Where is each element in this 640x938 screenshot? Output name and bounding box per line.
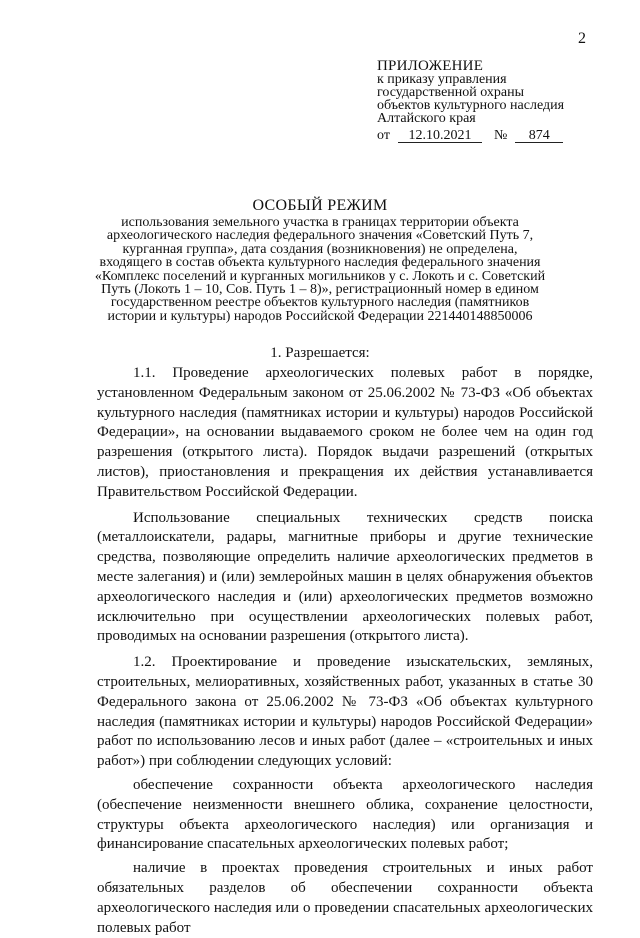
appendix-line: Алтайского края bbox=[377, 111, 476, 126]
paragraph: обеспечение сохранности объекта археологического наследия (обеспечение неизменности внешнего облика, сохранение целостности, структуры объекта археологического наследия) или организация и финансирование спасательных археологических полевых работ; bbox=[97, 776, 593, 853]
paragraph: Использование специальных технических средств поиска (металлоискатели, радары, магнитные приборы и другие технические средства, позволяющие определить наличие археологических предметов в месте залегания) и (или) землеройных машин в целях обнаружения объектов археологического наследия и (или) археологических предметов возможно исключительно при осуществлении археологических полевых работ, проводимых на основании разрешения (открытого листа). bbox=[97, 509, 593, 645]
paragraph: 1.1. Проведение археологических полевых работ в порядке, установленном Федеральным законом от 25.06.2002 № 73-ФЗ «Об объектах культурного наследия (памятниках истории и культуры) народов Российской Федерации», на основании выдаваемого сроком не более чем на один год разрешения (открытого листа). Порядок выдачи разрешений (открытых листов), приостановления и прекращения их действия устанавливается Правительством Российской Федерации. bbox=[97, 365, 593, 500]
order-date: 12.10.2021 bbox=[398, 129, 482, 143]
paragraph: 1.2. Проектирование и проведение изыскательских, земляных, строительных, мелиоративных, хозяйственных работ, указанных в статье 30 Федерального закона от 25.06.2002 № 73-ФЗ «Об объектах культурного наследия (памятниках истории и культуры) народов Российской Федерации» работ по использованию лесов и иных работ (далее – «строительных и иных работ») при соблюдении следующих условий: bbox=[97, 654, 593, 770]
appendix-line: к приказу управления bbox=[377, 72, 507, 87]
page-number: 2 bbox=[578, 30, 586, 47]
paragraph: наличие в проектах проведения строительных и иных работ обязательных разделов об обеспечении сохранности объекта археологического наследия или о проведении спасательных археологических полевых работ bbox=[97, 860, 593, 936]
appendix-heading: ПРИЛОЖЕНИЕ bbox=[377, 58, 484, 74]
section-heading: 1. Разрешается: bbox=[270, 345, 370, 361]
document-title: ОСОБЫЙ РЕЖИМ bbox=[252, 197, 388, 214]
appendix-line: объектов культурного наследия bbox=[377, 98, 565, 113]
appendix-line: государственной охраны bbox=[377, 85, 525, 100]
order-number: 874 bbox=[515, 129, 563, 143]
document-title-block bbox=[90, 197, 550, 323]
appendix-block bbox=[377, 60, 617, 143]
from-label: от bbox=[377, 128, 390, 143]
document-subtitle: использования земельного участка в границах территории объекта археологического наследия федерального значения «Советский Путь 7, курганная группа», дата создания (возникновения) не определена, входящего в состав объекта культурного наследия федерального значения «Комплекс поселений и курганных могильников у с. Локоть и с. Советский Путь (Локоть 1 – 10, Сов. Путь 1 – 8)», регистрационный номер в едином государственном реестре объектов культурного наследия (памятников истории и культуры) народов Российской Федерации 221440148850006 bbox=[94, 215, 546, 324]
order-date-number bbox=[377, 129, 617, 143]
number-sign: № bbox=[493, 128, 508, 143]
body-text bbox=[97, 364, 593, 938]
